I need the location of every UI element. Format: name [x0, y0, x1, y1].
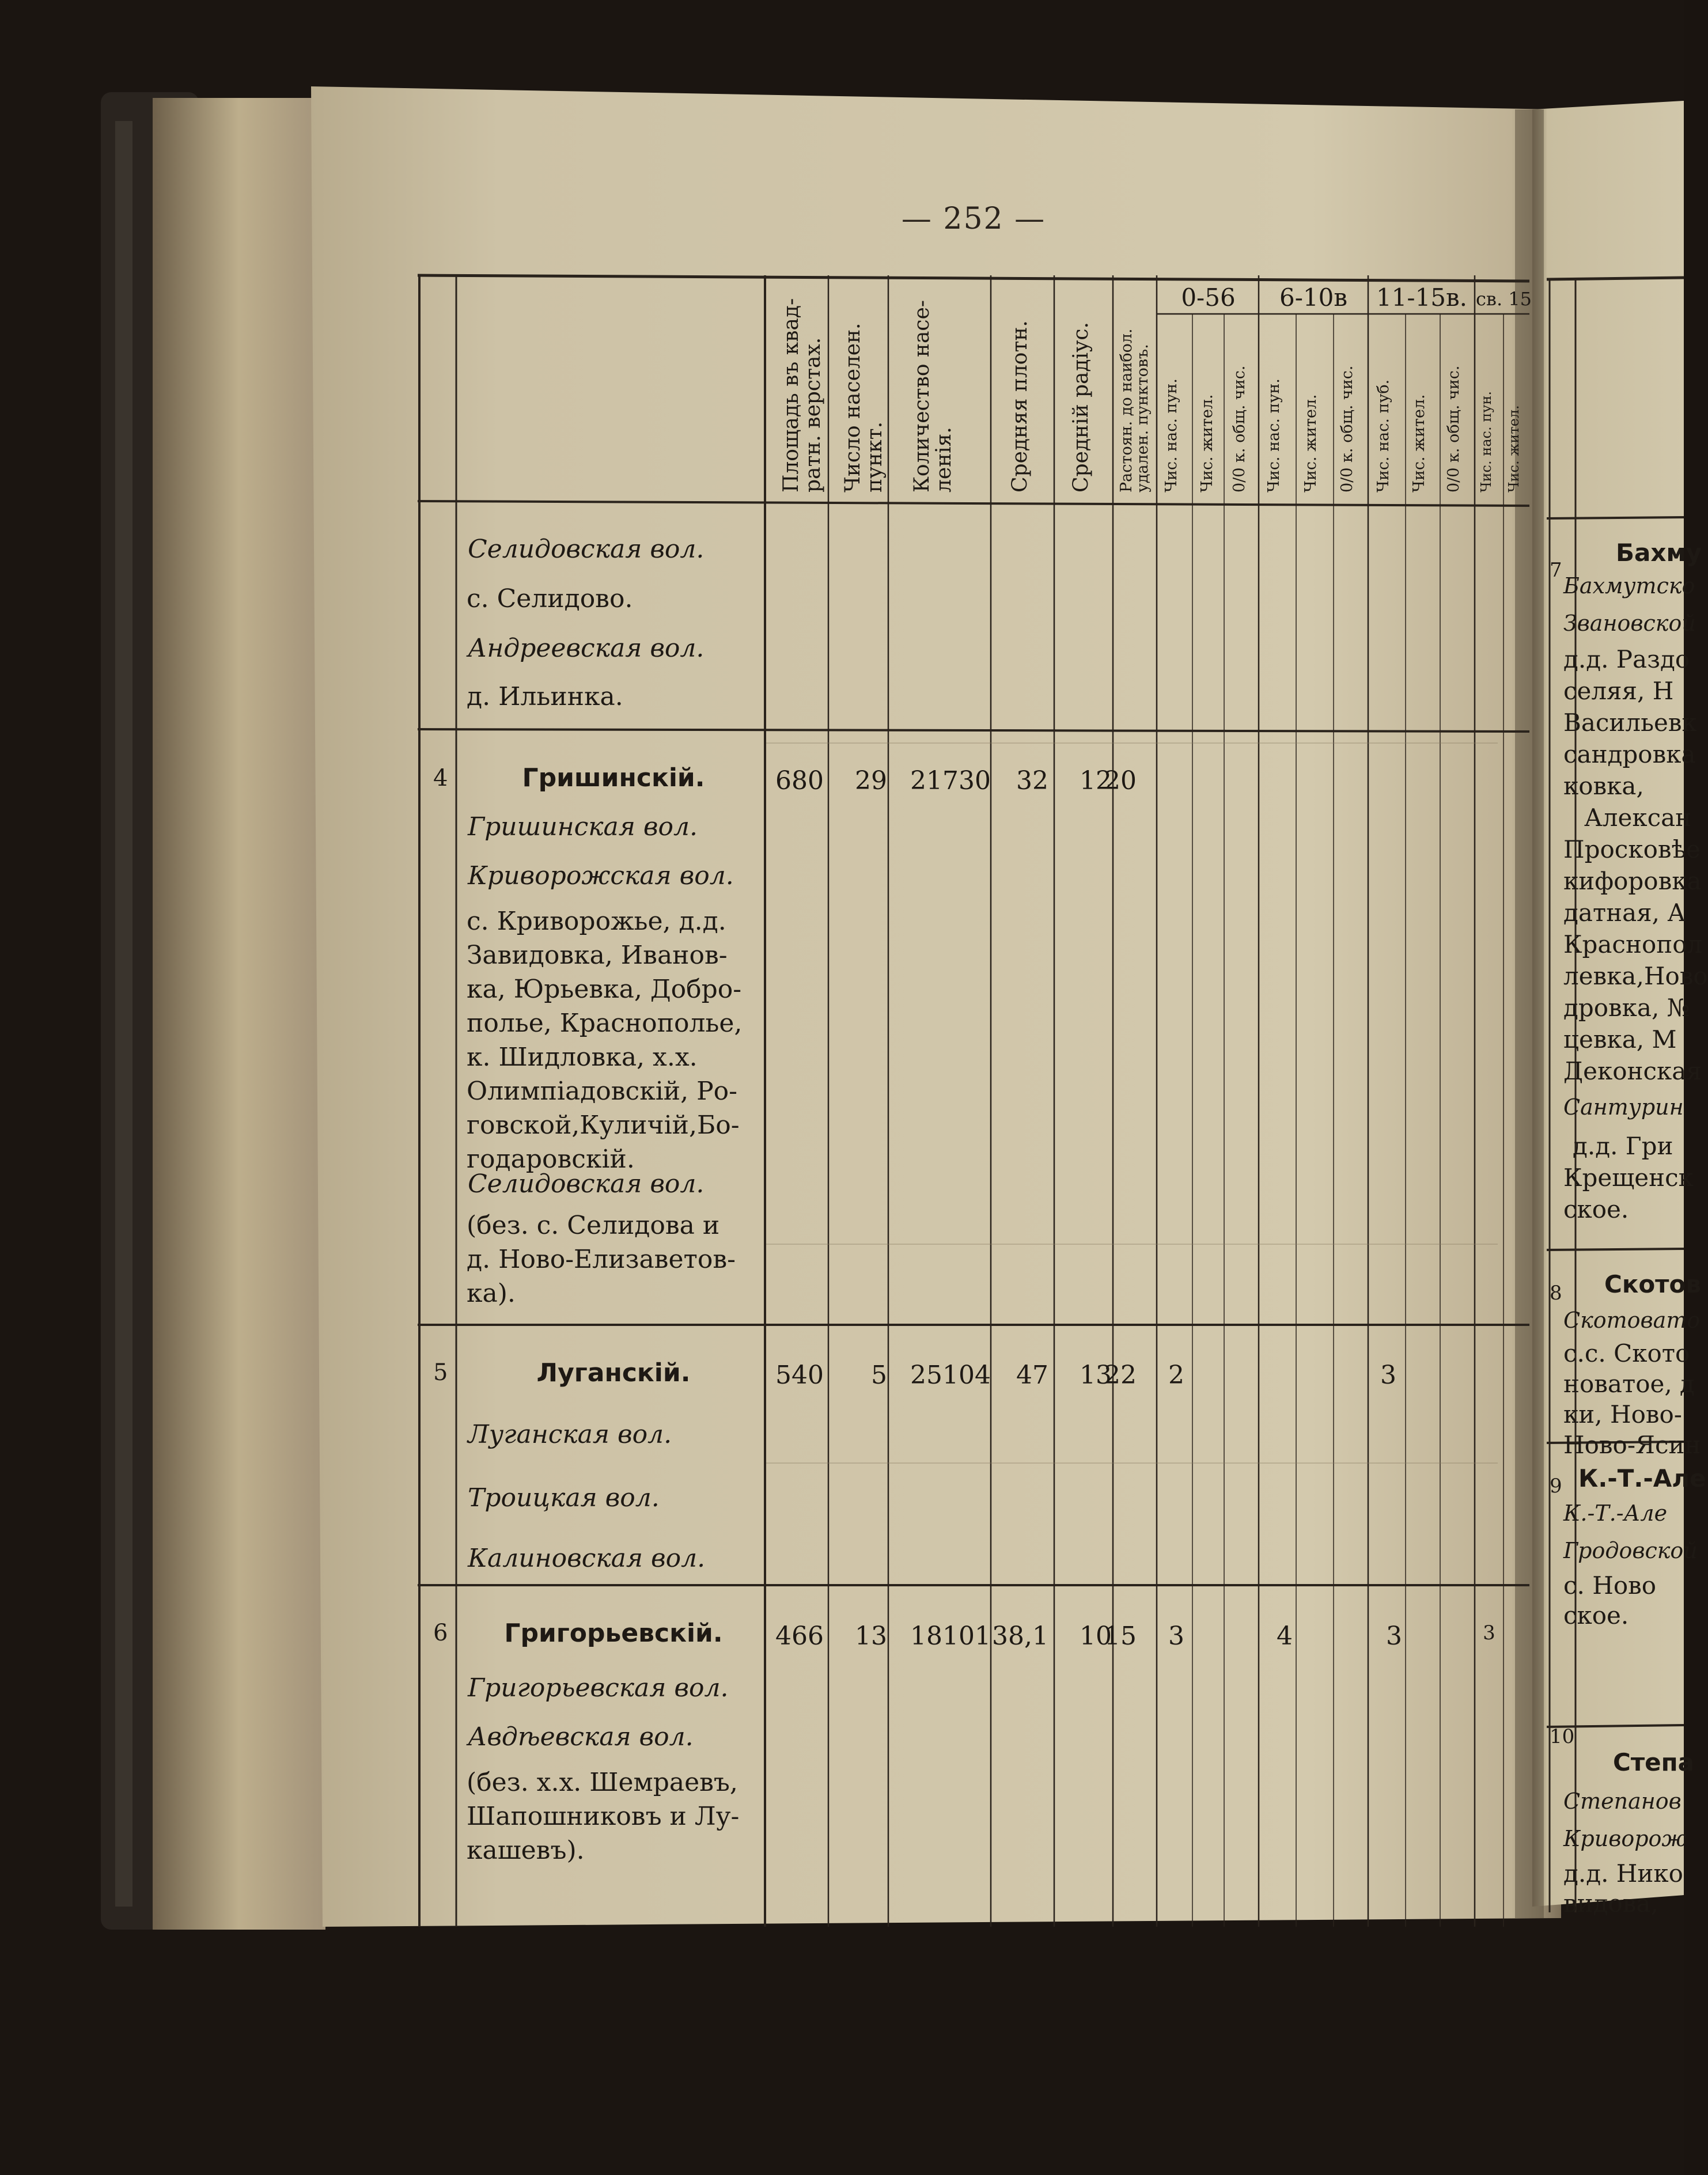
rp-row7-line2: д.д. Гри: [1573, 1132, 1673, 1160]
row6-exceptions-line: Шапошниковъ и Лу-: [467, 1802, 740, 1831]
row6-exceptions-line: кашевъ).: [467, 1836, 585, 1865]
row5-g1-points: 2: [1168, 1361, 1184, 1390]
rp-row7-line: Просковѣе: [1563, 835, 1701, 863]
rp-row7-line: ковка,: [1563, 772, 1644, 800]
col-header-g3-pct: 0/0 к. общ. чис.: [1445, 365, 1463, 492]
row5-vol1: Луганская вол.: [468, 1420, 672, 1449]
row6-g2-points: 4: [1277, 1621, 1293, 1651]
row4-distance: 20: [1104, 766, 1137, 795]
row0-vol2: Андреевская вол.: [468, 634, 705, 663]
rp-row10-name: Степа: [1613, 1748, 1695, 1776]
col-header-g1-inh: Чис. жител.: [1198, 394, 1216, 492]
row4-district-name: Гришинскій.: [522, 763, 705, 793]
rp-row8-line: новатое, д: [1563, 1370, 1695, 1398]
rp-row7-line: дровка, №: [1563, 994, 1690, 1022]
row4-villages-line: Завидовка, Иванов-: [467, 941, 728, 970]
rp-row9-name: К.-Т.-Але: [1578, 1464, 1706, 1492]
group-header-6-10: 6-10в: [1279, 283, 1347, 312]
rp-row7-vol3: Сантурин: [1563, 1094, 1684, 1120]
row4-villages-line: годаровскій.: [467, 1145, 635, 1174]
rp-row7-line: Краснопол: [1563, 930, 1703, 958]
col-header-density: Средняя плотн.: [1008, 320, 1032, 492]
rp-row7-number: 7: [1550, 559, 1562, 582]
row0-text1: с. Селидово.: [467, 584, 633, 613]
group-header-over-15: св. 15: [1476, 288, 1532, 310]
rp-row7-line: датная, А: [1563, 899, 1686, 927]
rp-row7-line: Алексан: [1584, 804, 1692, 832]
row5-area: 540: [775, 1361, 824, 1390]
row5-number: 5: [433, 1359, 448, 1386]
rp-row7-line: д.д. Раздо: [1563, 645, 1690, 673]
col-header-g2-pts: Чис. нас. пун.: [1265, 378, 1283, 492]
row5-vol2: Троицкая вол.: [468, 1483, 660, 1513]
group-header-11-15: 11-15в.: [1376, 283, 1468, 312]
rp-row8-vol: Скотовато: [1563, 1308, 1701, 1333]
row4-villages-line: говской,Куличій,Бо-: [467, 1111, 740, 1140]
col-header-population: Количество насе- ленія.: [910, 300, 956, 492]
row4-settlements: 29: [855, 766, 887, 795]
row4-population: 21730: [910, 766, 991, 795]
rp-row10-number: 10: [1550, 1725, 1575, 1748]
row4-number: 4: [433, 765, 448, 791]
col-header-g3-inh: Чис. жител.: [1410, 394, 1428, 492]
row6-exceptions: [467, 1765, 760, 1867]
row4-vol2: Криворожская вол.: [468, 861, 734, 891]
row4-radius: 12: [1080, 766, 1112, 795]
row6-g3-points: 3: [1386, 1621, 1402, 1651]
row4-exceptions: [467, 1208, 760, 1310]
col-header-radius: Средній радіус.: [1069, 322, 1093, 492]
row6-settlements: 13: [855, 1621, 887, 1651]
rp-row7-line: селяя, Н: [1563, 677, 1674, 705]
rp-row7-line: Васильевк: [1563, 708, 1697, 737]
row6-g1-points: 3: [1168, 1621, 1184, 1651]
rp-row7-line: цевка, М: [1563, 1025, 1677, 1054]
row6-distance: 15: [1104, 1621, 1137, 1651]
rp-row7-vol2: Звановской: [1563, 611, 1696, 636]
col-header-g2-pct: 0/0 к. общ. чис.: [1338, 365, 1356, 492]
col-header-distance: Растоян. до наибол. удален. пунктовъ.: [1118, 328, 1152, 492]
rp-row10-line: видова,: [1563, 1889, 1658, 1918]
rp-row9-line: ское.: [1563, 1601, 1629, 1630]
rp-row7-line2: Крещенск: [1563, 1164, 1694, 1192]
col-header-settlements: Число населен. пункт.: [841, 323, 887, 492]
row6-population: 18101: [910, 1621, 991, 1651]
row5-radius: 13: [1080, 1361, 1112, 1390]
col-header-g3-pts: Чис. нас. пуб.: [1374, 379, 1392, 492]
col-header-area: Площадь въ квад- ратн. верстах.: [779, 298, 825, 492]
row4-villages-line: ка, Юрьевка, Добро-: [467, 975, 742, 1004]
row0-vol1: Селидовская вол.: [468, 535, 705, 564]
row6-radius: 10: [1080, 1621, 1112, 1651]
rp-row9-vol2: Гродовской: [1563, 1538, 1698, 1563]
rp-row9-line: с. Ново: [1563, 1571, 1657, 1600]
row6-area: 466: [775, 1621, 824, 1651]
rp-row10-vol2: Криворож: [1563, 1826, 1687, 1851]
rp-row8-line: с.с. Ското: [1563, 1339, 1690, 1367]
row5-density: 47: [1016, 1361, 1048, 1390]
row5-g3-points: 3: [1380, 1361, 1396, 1390]
rp-row9-vol1: К.-Т.-Але: [1563, 1500, 1668, 1526]
col-header-g1-pts: Чис. нас. пун.: [1162, 378, 1180, 492]
row6-g4-points: 3: [1483, 1621, 1495, 1644]
rp-row10-vol1: Степанов: [1563, 1788, 1682, 1814]
rp-row10-line: д.д. Нико: [1563, 1859, 1683, 1888]
group-header-0-5: 0-56: [1181, 283, 1236, 312]
rp-row7-vol1: Бахмутско: [1563, 573, 1695, 598]
rp-row7-line: левка,Ново: [1563, 962, 1708, 990]
rp-row8-number: 8: [1550, 1282, 1562, 1305]
row4-vol3: Селидовская вол.: [468, 1169, 705, 1199]
row5-district-name: Луганскій.: [536, 1358, 691, 1388]
col-header-g4-inh: Чис. жител.: [1506, 405, 1522, 492]
row4-area: 680: [775, 766, 824, 795]
row6-vol2: Авдѣевская вол.: [468, 1722, 694, 1752]
row4-exceptions-line: ка).: [467, 1279, 516, 1308]
row4-exceptions-line: д. Ново-Елизаветов-: [467, 1245, 736, 1274]
row4-vol1: Гришинская вол.: [468, 812, 698, 842]
row4-exceptions-line: (без. с. Селидова и: [467, 1211, 720, 1240]
row5-settlements: 5: [871, 1361, 887, 1390]
row4-villages-line: к. Шидловка, х.х.: [467, 1043, 698, 1072]
rp-row7-name: Бахму: [1616, 539, 1702, 567]
row5-distance: 22: [1104, 1361, 1137, 1390]
page-number: — 252 —: [901, 202, 1046, 236]
rp-row7-line: сандровка: [1563, 740, 1696, 768]
row6-density: 38,1: [992, 1621, 1048, 1651]
row4-villages: [467, 904, 760, 1176]
col-header-g1-pct: 0/0 к. общ. чис.: [1230, 365, 1248, 492]
row6-vol1: Григорьевская вол.: [468, 1673, 729, 1703]
row6-number: 6: [433, 1620, 448, 1646]
col-header-g4-pts: Чис. нас. пун.: [1478, 391, 1494, 492]
rp-row7-line2: ское.: [1563, 1195, 1629, 1223]
row4-density: 32: [1016, 766, 1048, 795]
row4-villages-line: полье, Краснополье,: [467, 1009, 743, 1038]
row5-population: 25104: [910, 1361, 991, 1390]
rp-row8-name: Скотов: [1604, 1270, 1701, 1298]
row6-exceptions-line: (без. х.х. Шемраевъ,: [467, 1768, 738, 1797]
row4-villages-line: с. Криворожье, д.д.: [467, 907, 726, 936]
right-page: [1550, 276, 1708, 1924]
row5-vol3: Калиновская вол.: [468, 1544, 706, 1573]
rp-row7-line: кифоровка: [1563, 867, 1702, 895]
rp-row8-line: Ново-Ясин: [1563, 1431, 1701, 1459]
rp-row9-number: 9: [1550, 1475, 1562, 1498]
rp-row8-line: ки, Ново-: [1563, 1400, 1682, 1428]
col-header-g2-inh: Чис. жител.: [1302, 394, 1320, 492]
row4-villages-line: Олимпіадовскій, Ро-: [467, 1077, 738, 1106]
row0-text2: д. Ильинка.: [467, 682, 623, 711]
row6-district-name: Григорьевскій.: [504, 1619, 723, 1648]
rp-row7-line: Деконская: [1563, 1057, 1702, 1085]
